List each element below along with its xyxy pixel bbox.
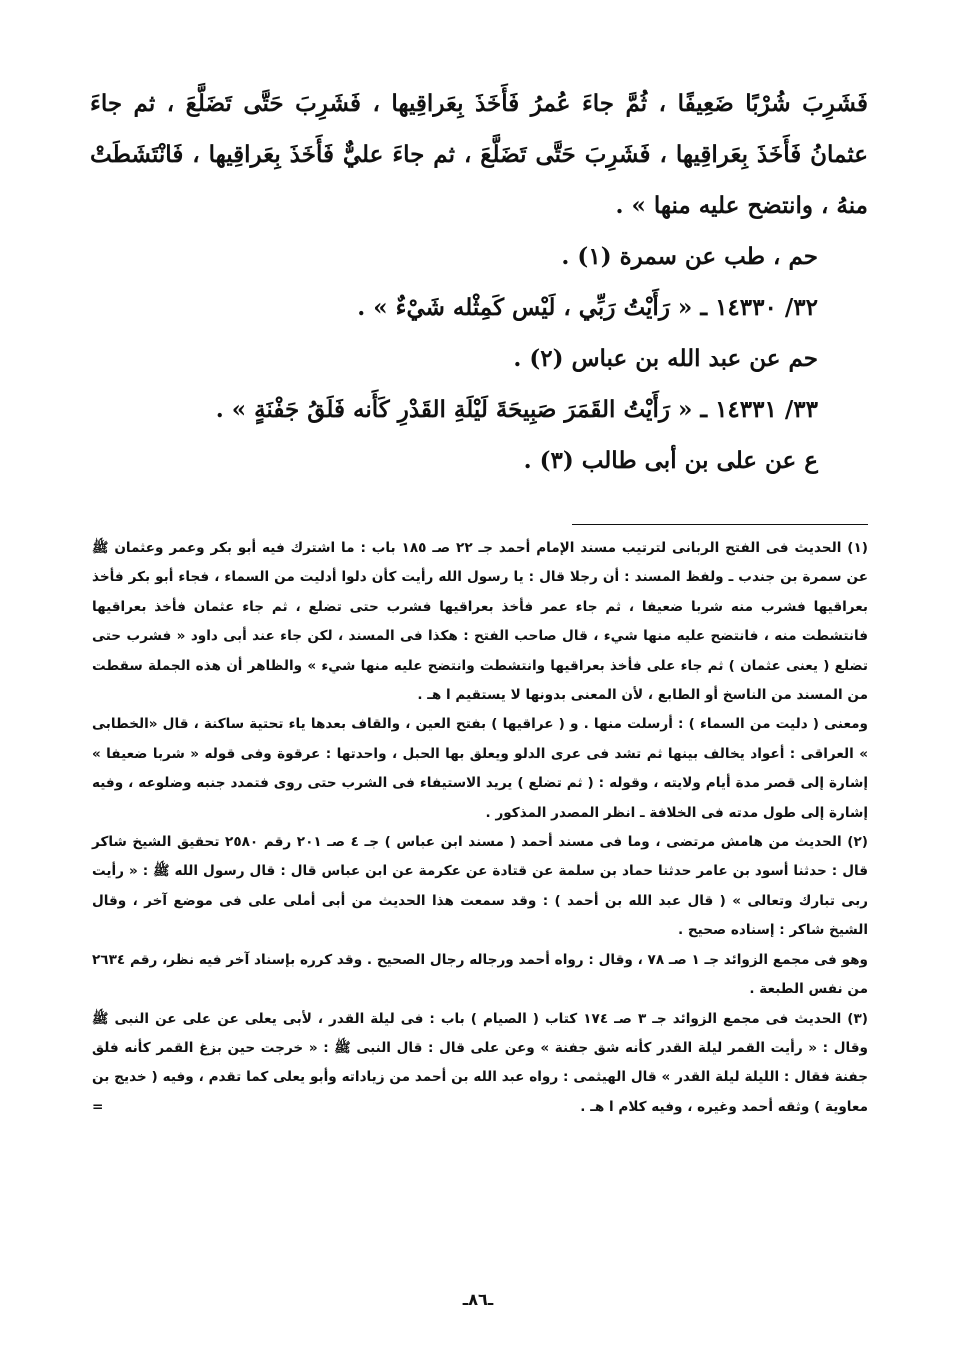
continuation-mark: = [92,1098,104,1115]
main-text [90,78,868,486]
footnote-3 [92,1005,868,1123]
footnote-1: (١) الحديث فى الفتح الربانى لترتيب مسند الإمام أحمد جـ ٢٢ صـ ١٨٥ باب : ما اشترك فيه أبو بكر وعمر وعثمان ﷺ عن سمرة بن جندب ـ ولفظ المسند : أن رجلا قال : يا رسول الله رأيت كأن دلوا أدليت من السماء ، فجاء أبو بكر فأخذ بعراقيها فشرب منه شربا ضعيفا ، ثم جاء عمر فأخذ بعراقيها فشرب حتى تضلع ، ثم جاء عثمان فأخذ بعراقيها فانتشطت منه ، فانتضح عليه منها شيء ، قال صاحب الفتح : هكذا فى المسند ، لكن جاء عند أبى داود « فشرب حتى تضلع ( يعنى عثمان ) ثم جاء على فأخذ بعراقيها وانتشطت وانتضح عليه منها شيء » والظاهر أن هذه الجملة سقطت من المسند من الناسخ أو الطابع ، لأن المعنى بدونها لا يستقيم ا هـ . [92,540,869,704]
source-line-1: حم ، طب عن سمرة (١) . [561,243,818,270]
footnote-2: (٢) الحديث من هامش مرتضى ، وما فى مسند أحمد ( مسند ابن عباس ) جـ ٤ صـ ٢٠١ رقم ٢٥٨٠ تحقيق الشيخ شاكر قال : حدثنا أسود بن عامر حدثنا حماد بن سلمة عن قتادة عن عكرمة عن ابن عباس قال : قال رسول الله ﷺ : « رأيت ربى تبارك وتعالى » ( قال عبد الله بن أحمد ) : وقد سمعت هذا الحديث من أبى أملى على فى موضع آخر ، وقال الشيخ شاكر : إسناده صحيح . [92,834,868,939]
page-number: ـ٨٦ـ [462,1290,494,1309]
hadith-32: ٣٢/ ١٤٣٣٠ ـ « رَأَيْتُ رَبِّي ، لَيْس كَمِثْله شَيْءٌ » . [357,294,818,321]
footnote-3-text: (٣) الحديث فى مجمع الزوائد جـ ٣ صـ ١٧٤ كتاب ( الصيام ) باب : فى ليلة القدر ، لأبى يعلى عن على عن النبى ﷺ وقال : « رأيت القمر ليلة القدر كأنه شق جفنة » وعن على قال : قال النبى ﷺ : « خرجت حين بزغ القمر كأنه فلق جفنة فقال : الليلة ليلة القدر » قال الهيثمى : رواه عبد الله بن أحمد من زياداته وأبو يعلى كما تقدم ، وفيه ( خديج بن معاوية ) وثقه أحمد وغيره ، وفيه كلام ا هـ . [92,1010,869,1115]
footnotes [92,534,868,1122]
footnote-separator [572,524,868,525]
footnote-2-addendum: وهو فى مجمع الزوائد جـ ١ صـ ٧٨ ، وقال : رواه أحمد ورجاله رجال الصحيح . وقد كرره بإسناد آخر فيه نظر، رقم ٢٦٣٤ من نفس الطبعة . [92,951,869,998]
source-line-3: ع عن على بن أبى طالب (٣) . [523,447,818,474]
hadith-continuation: فَشَرِبَ شُرْبًا ضَعِيفًا ، ثُمَّ جاءَ عُمرُ فَأَخَذَ بِعَراقِيها ، فَشَرِبَ حَتَّى تَضَلَّعَ ، ثم جاءَ عثمانُ فَأَخَذَ بِعَراقِيها ، فَشَرِبَ حَتَّى تَضَلَّعَ ، ثم جاءَ عليٌّ فَأَخَذَ بِعَراقِيها ، فَانْتَشَطَتْ منهُ ، وانتضح عليه منها » . [90,90,868,219]
hadith-33: ٣٣/ ١٤٣٣١ ـ « رَأَيْتُ القَمَرَ صَبِيحَةَ لَيْلَةِ القَدْرِ كَأَنه فَلَقُ جَفْنَةٍ » . [215,396,818,423]
footnote-1-explanation: ومعنى ( دليت من السماء ) : أرسلت منها . و ( عراقيها ) بفتح العين ، والقاف بعدها ياء تحتية ساكنة ، قال «الخطابى » العراقى : أعواد يخالف بينها ثم تشد فى عرى الدلو ويعلق بها الحبل ، واحدتها : عرقوة وفى قوله « شربا ضعيفا » إشارة إلى قصر مدة أيام ولايته ، وقوله : ( ثم تضلع ) يريد الاستيفاء فى الشرب حتى روى فتمدد جنبه وضلوعه ، وفيه إشارة إلى طول مدته فى الخلافة ـ انظر المصدر المذكور . [92,716,868,821]
source-line-2: حم عن عبد الله بن عباس (٢) . [513,345,818,372]
